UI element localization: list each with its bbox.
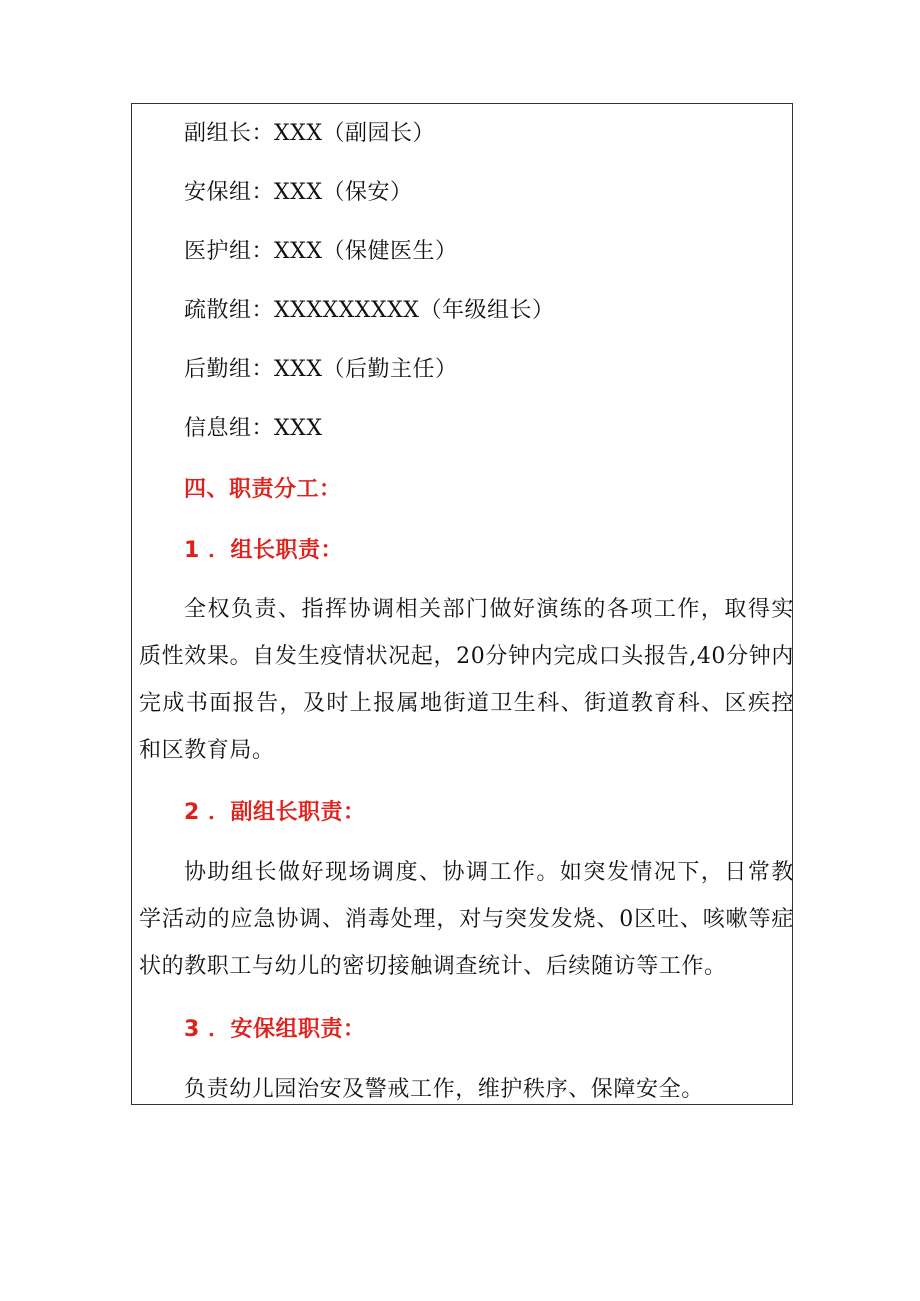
member-evacuation-group: 疏散组：XXXXXXXXX（年级组长）: [184, 298, 555, 323]
duty-heading-deputy: 2 ．副组长职责：: [184, 800, 366, 825]
section-heading: 四、职责分工：: [184, 477, 342, 502]
duty-heading-security: 3 ．安保组职责：: [184, 1017, 366, 1042]
duty-text-security: 负责幼儿园治安及警戒工作，维护秩序、保障安全。: [184, 1077, 704, 1102]
member-logistics-group: 后勤组：XXX（后勤主任）: [184, 357, 458, 382]
duty-text-deputy: 协助组长做好现场调度、协调工作。如突发情况下，日常教学活动的应急协调、消毒处理，对与突发发烧、0区吐、咳嗽等症状的教职工与幼儿的密切接触调查统计、后续随访等工作。: [139, 860, 794, 979]
duty-text-leader: 全权负责、指挥协调相关部门做好演练的各项工作，取得实质性效果。自发生疫情状况起，20分钟内完成口头报告,40分钟内完成书面报告，及时上报属地街道卫生科、街道教育科、区疾控和区教育局。: [139, 597, 794, 763]
member-security-group: 安保组：XXX（保安）: [184, 180, 413, 205]
member-deputy-leader: 副组长：XXX（副园长）: [184, 121, 435, 146]
member-medical-group: 医护组：XXX（保健医生）: [184, 239, 458, 264]
duty-heading-leader: 1 ．组长职责：: [184, 538, 343, 563]
member-information-group: 信息组：XXX: [184, 416, 323, 441]
